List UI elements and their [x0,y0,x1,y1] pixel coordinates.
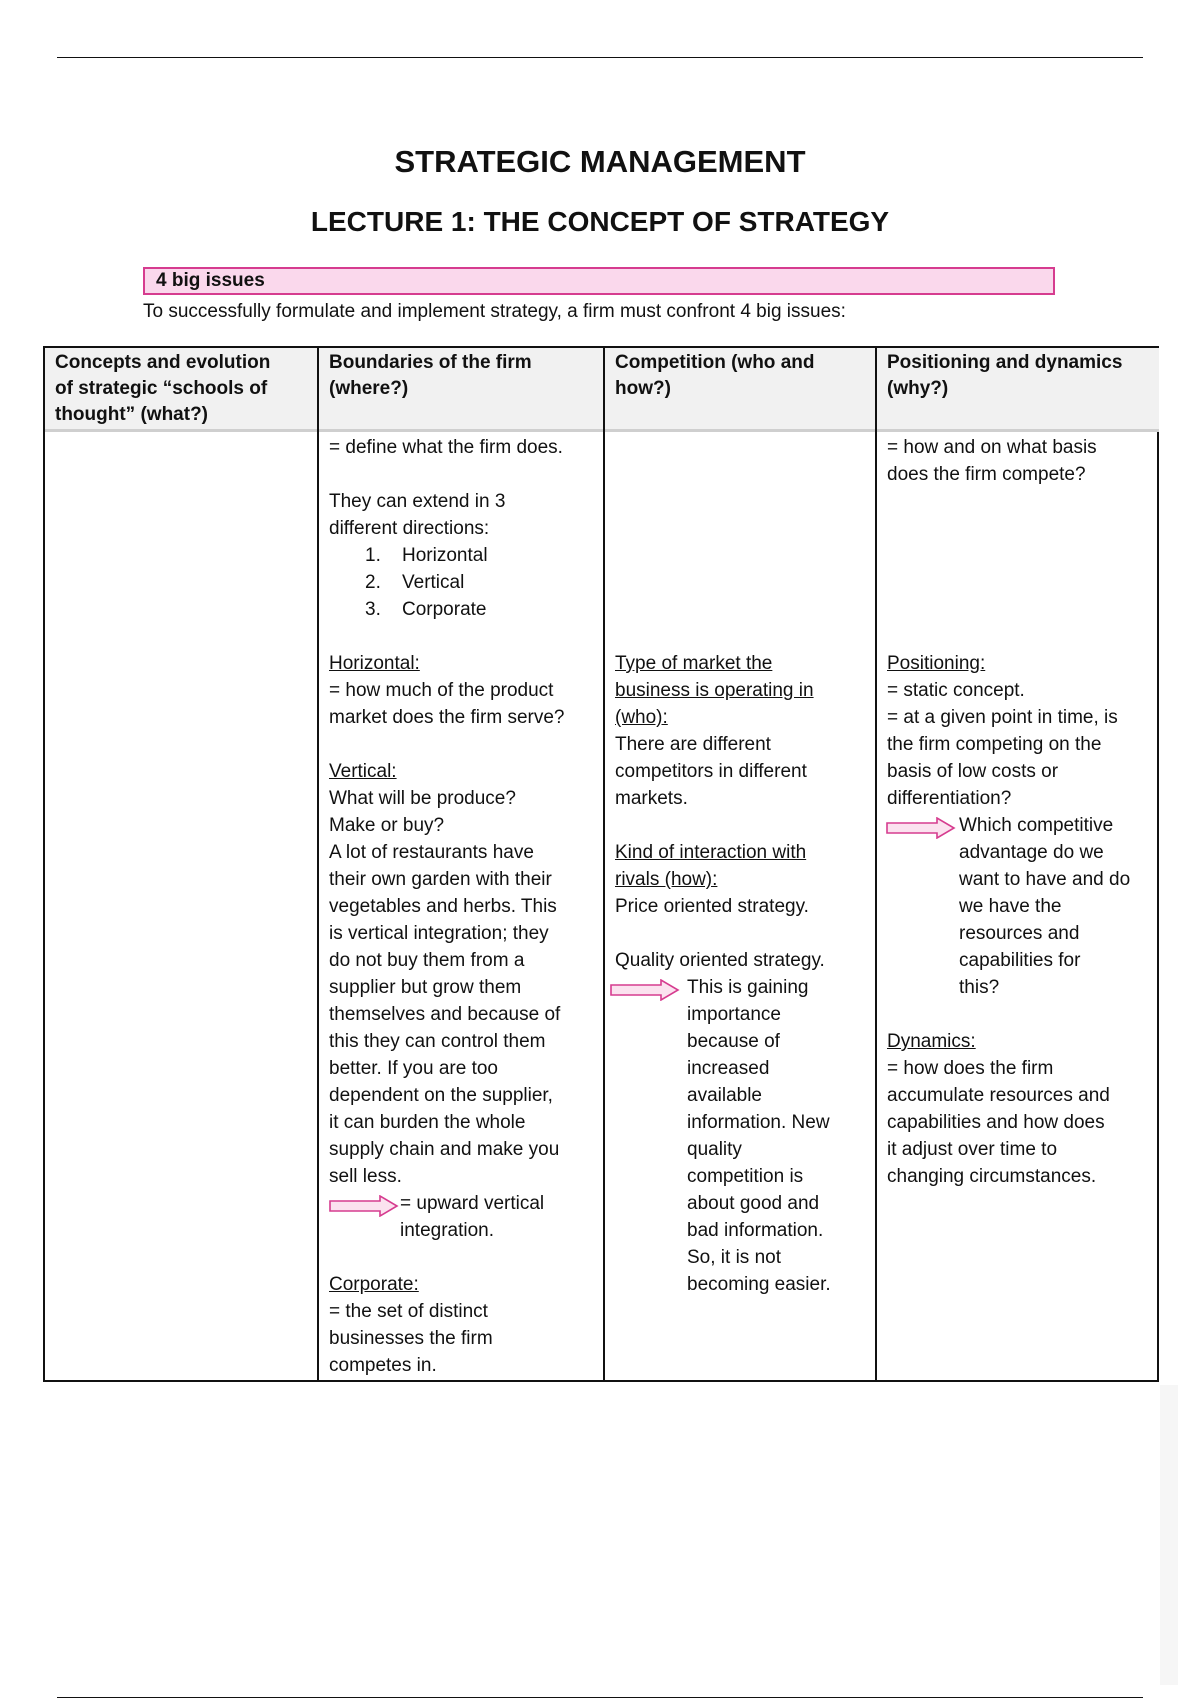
advantage-note-line: want to have and do [959,869,1131,890]
quality-note-line: becoming easier. [687,1274,831,1295]
dynamics-line: it adjust over time to [887,1139,1058,1160]
list-number: 3. [365,599,381,620]
header-line: (where?) [329,378,409,399]
arrow-right-icon [609,979,681,1001]
vertical-line: do not buy them from a [329,950,525,971]
corporate-line: = the set of distinct [329,1301,488,1322]
vertical-line: A lot of restaurants have [329,842,534,863]
vertical-line: it can burden the whole [329,1112,526,1133]
top-rule [57,57,1143,58]
vertical-line: supplier but grow them [329,977,522,998]
positioning-line: = at a given point in time, is [887,707,1118,728]
column-concepts [45,348,317,1380]
vertical-line: sell less. [329,1166,402,1187]
vertical-line: dependent on the supplier, [329,1085,553,1106]
column-header-competition [605,348,875,432]
quality-note-line: bad information. [687,1220,824,1241]
lecture-title: LECTURE 1: THE CONCEPT OF STRATEGY [310,206,890,237]
vertical-heading: Vertical: [329,761,397,782]
arrow-note-line: integration. [400,1220,495,1241]
corporate-line: businesses the firm [329,1328,493,1349]
market-type-heading: Type of market the [615,653,773,674]
intro-text: To successfully formulate and implement strategy, a firm must confront 4 big issues: [143,301,846,322]
dynamics-heading: Dynamics: [887,1031,976,1052]
interaction-heading: rivals (how): [615,869,718,890]
column-positioning [875,348,1159,1380]
header-line: Boundaries of the firm [329,352,532,373]
dynamics-line: = how does the firm [887,1058,1054,1079]
advantage-note-line: we have the [959,896,1062,917]
vertical-line: supply chain and make you [329,1139,560,1160]
arrow-right-icon [328,1195,400,1217]
list-number: 1. [365,545,381,566]
column-competition [603,348,875,1380]
header-line: thought” (what?) [55,404,209,425]
list-item-horizontal: Horizontal [402,545,488,566]
quality-note-line: because of [687,1031,780,1052]
market-type-heading: business is operating in [615,680,814,701]
boundaries-extend-line: different directions: [329,518,490,539]
quality-strategy: Quality oriented strategy. [615,950,825,971]
dynamics-line: capabilities and how does [887,1112,1105,1133]
advantage-note-line: capabilities for [959,950,1081,971]
quality-note-line: quality [687,1139,742,1160]
column-header-boundaries [319,348,603,432]
page-title: STRATEGIC MANAGEMENT [394,144,806,179]
header-line: Positioning and dynamics [887,352,1123,373]
vertical-line: Make or buy? [329,815,445,836]
boundaries-extend-line: They can extend in 3 [329,491,506,512]
horizontal-line: = how much of the product [329,680,554,701]
interaction-heading: Kind of interaction with [615,842,807,863]
column-header-concepts [45,348,317,432]
dynamics-line: accumulate resources and [887,1085,1110,1106]
list-number: 2. [365,572,381,593]
boundaries-define: = define what the firm does. [329,437,563,458]
positioning-line: differentiation? [887,788,1012,809]
quality-note-line: increased [687,1058,770,1079]
market-type-line: There are different [615,734,771,755]
header-line: Competition (who and [615,352,815,373]
vertical-line: their own garden with their [329,869,552,890]
issues-table [43,346,1159,1382]
positioning-line: = static concept. [887,680,1025,701]
header-line: Concepts and evolution [55,352,271,373]
advantage-note-line: this? [959,977,1000,998]
header-line: of strategic “schools of [55,378,268,399]
positioning-intro: does the firm compete? [887,464,1086,485]
positioning-line: the firm competing on the [887,734,1102,755]
advantage-note-line: advantage do we [959,842,1104,863]
dynamics-line: changing circumstances. [887,1166,1097,1187]
advantage-note-line: resources and [959,923,1080,944]
vertical-line: What will be produce? [329,788,516,809]
arrow-note-line: = upward vertical [400,1193,545,1214]
positioning-intro: = how and on what basis [887,437,1097,458]
vertical-line: is vertical integration; they [329,923,549,944]
quality-note-line: information. New [687,1112,830,1133]
advantage-note-line: Which competitive [959,815,1114,836]
quality-note-line: This is gaining [687,977,809,998]
horizontal-heading: Horizontal: [329,653,420,674]
list-item-corporate: Corporate [402,599,487,620]
market-type-line: markets. [615,788,688,809]
positioning-heading: Positioning: [887,653,986,674]
quality-note-line: competition is [687,1166,804,1187]
quality-note-line: about good and [687,1193,820,1214]
quality-note-line: available [687,1085,762,1106]
column-boundaries [317,348,603,1380]
corporate-line: competes in. [329,1355,437,1376]
quality-note-line: So, it is not [687,1247,781,1268]
market-type-line: competitors in different [615,761,807,782]
arrow-right-icon [885,817,957,839]
bottom-rule [57,1697,1143,1698]
corporate-heading: Corporate: [329,1274,419,1295]
market-type-heading: (who): [615,707,668,728]
header-line: how?) [615,378,671,399]
price-strategy: Price oriented strategy. [615,896,809,917]
horizontal-line: market does the firm serve? [329,707,565,728]
vertical-line: this they can control them [329,1031,546,1052]
vertical-line: better. If you are too [329,1058,498,1079]
list-item-vertical: Vertical [402,572,465,593]
header-line: (why?) [887,378,949,399]
page-edge-shade [1160,1385,1178,1685]
quality-note-line: importance [687,1004,781,1025]
positioning-line: basis of low costs or [887,761,1059,782]
vertical-line: vegetables and herbs. This [329,896,557,917]
vertical-line: themselves and because of [329,1004,561,1025]
section-label-box: 4 big issues [143,267,1055,295]
column-header-positioning [877,348,1159,432]
